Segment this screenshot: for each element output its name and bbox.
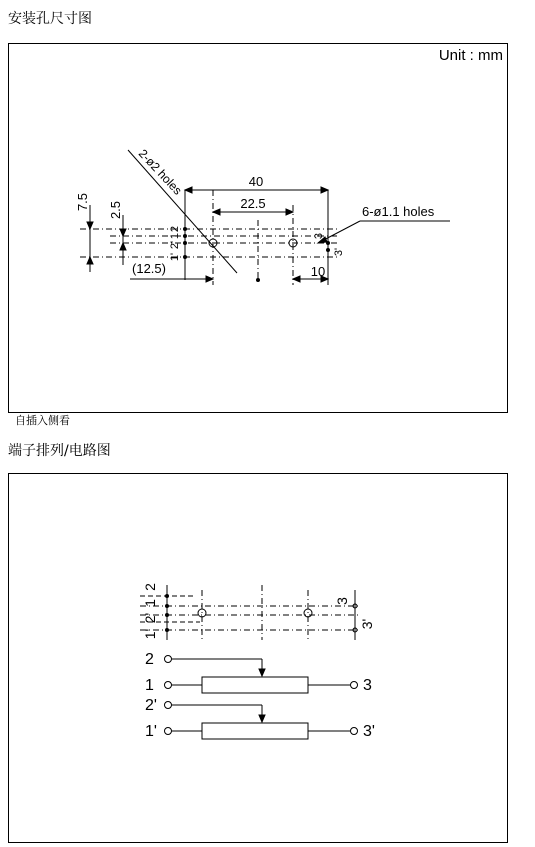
arr-pin-1p-label: 1' — [142, 628, 158, 640]
circuit-pin-1p-label: 1' — [145, 723, 157, 740]
arr-pin-1-label: 1 — [142, 599, 158, 607]
circuit-pin-2-label: 2 — [145, 651, 154, 668]
dim-10-label: 10 — [310, 264, 326, 279]
circuit-pin-3-label: 3 — [363, 677, 372, 694]
arr-pin-2-label: 2 — [142, 583, 158, 591]
holes-2-label: 2-ø2 holes — [135, 146, 185, 198]
mount-pin-2p-label: 2' — [169, 240, 181, 250]
mount-pin-3p-label: 3' — [333, 247, 345, 257]
arr-pin-2p-label: 2' — [142, 612, 158, 624]
dim-12-5-label: (12.5) — [132, 261, 166, 276]
arr-pin-3-label: 3 — [334, 597, 350, 605]
circuit-pin-3p-label: 3' — [363, 723, 375, 740]
holes-6-label: 6-ø1.1 holes — [362, 204, 435, 219]
mount-pin-3-label: 3 — [313, 232, 325, 240]
mount-pin-1-label: 1 — [169, 232, 181, 240]
dim-2-5-label: 2.5 — [108, 200, 123, 220]
mount-pin-2-label: 2 — [169, 225, 181, 233]
dim-22-5-label: 22.5 — [240, 196, 266, 211]
view-caption: 自插入侧看 — [15, 414, 70, 427]
mount-pin-1p-label: 1' — [169, 252, 181, 262]
circuit-pin-1-label: 1 — [145, 677, 154, 694]
terminal-section-title: 端子排列/电路图 — [8, 443, 111, 459]
dim-40-label: 40 — [248, 174, 264, 189]
arr-pin-3p-label: 3' — [359, 618, 375, 630]
unit-label: Unit : mm — [438, 47, 503, 64]
dim-7-5-label: 7.5 — [75, 192, 90, 212]
mount-section-title: 安装孔尺寸图 — [8, 11, 92, 27]
circuit-pin-2p-label: 2' — [145, 697, 157, 714]
